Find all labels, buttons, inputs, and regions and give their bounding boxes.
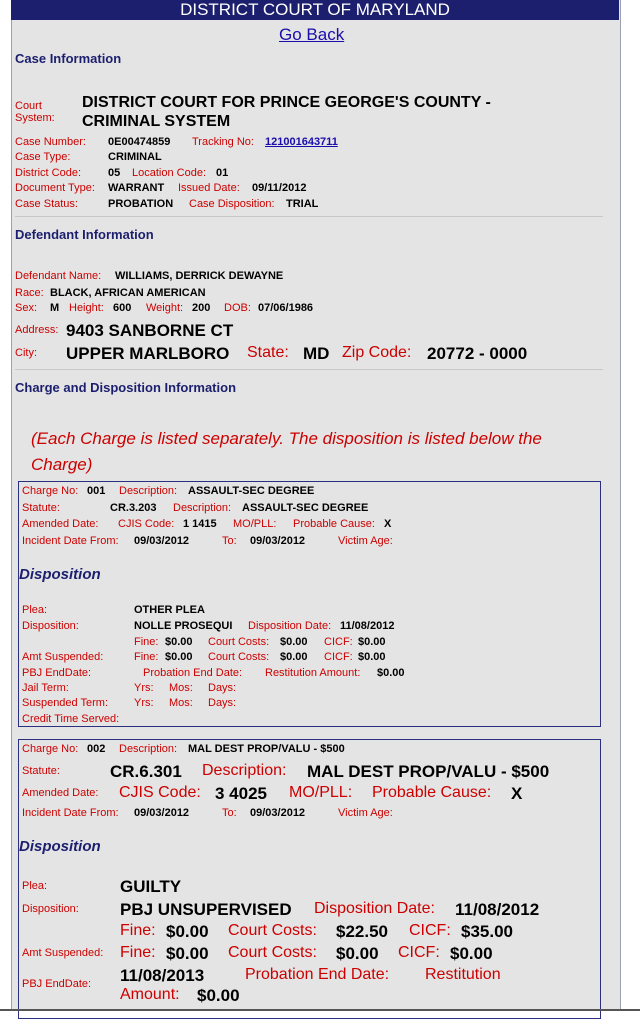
court-system-value: DISTRICT COURT FOR PRINCE GEORGE'S COUNTY -	[82, 94, 491, 111]
incident-date-from-label: Incident Date From:	[22, 807, 119, 819]
sex-label: Sex:	[15, 302, 38, 314]
probable-cause-label: Probable Cause:	[372, 784, 492, 801]
zip-code-value: 20772 - 0000	[427, 344, 528, 363]
victim-age-label: Victim Age:	[338, 535, 393, 547]
cjis-code-value: 1 1415	[183, 518, 217, 530]
plea-value: GUILTY	[120, 877, 182, 896]
plea-label: Plea:	[22, 604, 48, 616]
cjis-code-value: 3 4025	[215, 784, 267, 803]
restitution-label: Restitution	[425, 966, 501, 983]
location-code-label: Location Code:	[132, 167, 206, 179]
disposition-heading: Disposition	[19, 566, 101, 583]
divider	[15, 369, 603, 370]
restitution-amount-value: $0.00	[377, 667, 405, 679]
issued-date-label: Issued Date:	[178, 182, 240, 194]
susp-cicf-value: $0.00	[450, 944, 493, 963]
cicf-value: $0.00	[358, 636, 386, 648]
page-header: DISTRICT COURT OF MARYLAND	[11, 0, 619, 20]
case-number-value: 0E00474859	[108, 136, 171, 148]
fine-label: Fine:	[134, 636, 159, 648]
disposition-date-label: Disposition Date:	[314, 900, 435, 917]
pbj-enddate-label: PBJ EndDate:	[22, 667, 92, 679]
tracking-no-label: Tracking No:	[192, 136, 254, 148]
statute-description-value: MAL DEST PROP/VALU - $500	[307, 762, 550, 781]
address-value: 9403 SANBORNE CT	[66, 321, 234, 340]
susp-mos-label: Mos:	[169, 697, 193, 709]
probation-end-date-label: Probation End Date:	[143, 667, 243, 679]
race-value: BLACK, AFRICAN AMERICAN	[50, 287, 206, 299]
weight-value: 200	[192, 302, 211, 314]
description-value: ASSAULT-SEC DEGREE	[188, 485, 315, 497]
court-costs-value: $22.50	[336, 922, 388, 941]
susp-fine-value: $0.00	[165, 651, 193, 663]
susp-cicf-label: CICF:	[398, 944, 440, 961]
zip-code-label: Zip Code:	[342, 344, 412, 361]
statute-label: Statute:	[22, 765, 60, 777]
probable-cause-value: X	[384, 518, 392, 530]
susp-yrs-label: Yrs:	[134, 697, 154, 709]
credit-time-served-label: Credit Time Served:	[22, 713, 120, 725]
susp-cicf-value: $0.00	[358, 651, 386, 663]
statute-description-label: Description:	[173, 502, 232, 514]
weight-label: Weight:	[146, 302, 184, 314]
case-status-value: PROBATION	[108, 198, 174, 210]
susp-fine-value: $0.00	[166, 944, 209, 963]
disposition-value: PBJ UNSUPERVISED	[120, 900, 292, 919]
susp-cicf-label: CICF:	[324, 651, 353, 663]
cjis-code-label: CJIS Code:	[119, 784, 201, 801]
susp-fine-label: Fine:	[120, 944, 156, 961]
charge-no-label: Charge No:	[22, 485, 79, 497]
dob-value: 07/06/1986	[258, 302, 314, 314]
amended-date-label: Amended Date:	[22, 787, 99, 799]
description-label: Description:	[119, 485, 178, 497]
disposition-date-value: 11/08/2012	[455, 900, 540, 919]
susp-court-costs-label: Court Costs:	[228, 944, 317, 961]
city-value: UPPER MARLBORO	[66, 344, 230, 363]
charge-no-value: 001	[87, 485, 106, 497]
incident-to-value: 09/03/2012	[250, 807, 306, 819]
district-code-label: District Code:	[15, 167, 82, 179]
charge-no-label: Charge No:	[22, 743, 79, 755]
statute-description-value: ASSAULT-SEC DEGREE	[242, 502, 369, 514]
state-label: State:	[247, 344, 289, 361]
jail-days-label: Days:	[208, 682, 237, 694]
case-status-label: Case Status:	[15, 198, 78, 210]
description-label: Description:	[119, 743, 178, 755]
victim-age-label: Victim Age:	[338, 807, 393, 819]
fine-value: $0.00	[166, 922, 209, 941]
incident-to-label: To:	[222, 807, 237, 819]
location-code-value: 01	[216, 167, 229, 179]
probable-cause-value: X	[511, 784, 523, 803]
charge-no-value: 002	[87, 743, 106, 755]
jail-mos-label: Mos:	[169, 682, 193, 694]
court-costs-label: Court Costs:	[228, 922, 317, 939]
jail-term-label: Jail Term:	[22, 682, 69, 694]
probation-end-date-label: Probation End Date:	[245, 966, 390, 983]
amt-suspended-label: Amt Suspended:	[22, 947, 104, 959]
description-value: MAL DEST PROP/VALU - $500	[188, 743, 345, 755]
statute-description-label: Description:	[202, 762, 287, 779]
amt-suspended-label: Amt Suspended:	[22, 651, 104, 663]
court-costs-value: $0.00	[280, 636, 308, 648]
susp-court-costs-label: Court Costs:	[208, 651, 270, 663]
fine-value: $0.00	[165, 636, 193, 648]
race-label: Race:	[15, 287, 44, 299]
disposition-heading: Disposition	[19, 838, 101, 855]
case-type-label: Case Type:	[15, 151, 71, 163]
defendant-name-value: WILLIAMS, DERRICK DEWAYNE	[115, 270, 284, 282]
case-information-heading: Case Information	[15, 51, 122, 66]
cjis-code-label: CJIS Code:	[118, 518, 175, 530]
defendant-information-heading: Defendant Information	[15, 227, 154, 242]
statute-label: Statute:	[22, 502, 60, 514]
pbj-enddate-value: 11/08/2013	[120, 966, 205, 985]
disposition-date-label: Disposition Date:	[248, 620, 332, 632]
cicf-value: $35.00	[461, 922, 513, 941]
disposition-label: Disposition:	[22, 903, 79, 915]
suspended-term-label: Suspended Term:	[22, 697, 109, 709]
incident-to-label: To:	[222, 535, 237, 547]
probable-cause-label: Probable Cause:	[293, 518, 375, 530]
case-number-label: Case Number:	[15, 136, 86, 148]
go-back-link[interactable]: Go Back	[279, 25, 345, 44]
charge-disposition-heading: Charge and Disposition Information	[15, 380, 237, 395]
case-type-value: CRIMINAL	[108, 151, 162, 163]
height-label: Height:	[69, 302, 104, 314]
disposition-value: NOLLE PROSEQUI	[134, 620, 233, 632]
amended-date-label: Amended Date:	[22, 518, 99, 530]
height-value: 600	[113, 302, 132, 314]
sex-value: M	[50, 302, 60, 314]
statute-value: CR.6.301	[110, 762, 182, 781]
fine-label: Fine:	[120, 922, 156, 939]
incident-date-from-value: 09/03/2012	[134, 535, 190, 547]
state-value: MD	[303, 344, 330, 363]
court-costs-label: Court Costs:	[208, 636, 270, 648]
mo-pll-label: MO/PLL:	[289, 784, 353, 801]
incident-date-from-label: Incident Date From:	[22, 535, 119, 547]
susp-fine-label: Fine:	[134, 651, 159, 663]
susp-court-costs-value: $0.00	[280, 651, 308, 663]
susp-court-costs-value: $0.00	[336, 944, 379, 963]
charges-note: (Each Charge is listed separately. The disposition is listed below the Charge)	[31, 429, 542, 474]
issued-date-value: 09/11/2012	[252, 182, 307, 194]
disposition-label: Disposition:	[22, 620, 79, 632]
court-system-label: Court System:	[15, 100, 55, 124]
district-code-value: 05	[108, 167, 121, 179]
city-label: City:	[15, 347, 37, 359]
cicf-label: CICF:	[409, 922, 451, 939]
disposition-date-value: 11/08/2012	[340, 620, 395, 632]
cicf-label: CICF:	[324, 636, 353, 648]
restitution-amount-label: Restitution Amount:	[265, 667, 361, 679]
document-type-label: Document Type:	[15, 182, 95, 194]
case-disposition-label: Case Disposition:	[189, 198, 275, 210]
restitution-amount-value: $0.00	[197, 986, 240, 1005]
divider	[15, 216, 603, 217]
statute-value: CR.3.203	[110, 502, 157, 514]
plea-value: OTHER PLEA	[134, 604, 205, 616]
incident-to-value: 09/03/2012	[250, 535, 306, 547]
document-type-value: WARRANT	[108, 182, 165, 194]
defendant-name-label: Defendant Name:	[15, 270, 102, 282]
case-disposition-value: TRIAL	[286, 198, 319, 210]
susp-days-label: Days:	[208, 697, 237, 709]
tracking-no-link[interactable]: 121001643711	[265, 136, 338, 148]
court-system-value-2: CRIMINAL SYSTEM	[82, 113, 231, 130]
pbj-enddate-label: PBJ EndDate:	[22, 978, 92, 990]
incident-date-from-value: 09/03/2012	[134, 807, 190, 819]
plea-label: Plea:	[22, 880, 48, 892]
mo-pll-label: MO/PLL:	[233, 518, 277, 530]
jail-yrs-label: Yrs:	[134, 682, 154, 694]
restitution-amount-label: Amount:	[120, 986, 180, 1003]
address-label: Address:	[15, 324, 59, 336]
dob-label: DOB:	[224, 302, 251, 314]
